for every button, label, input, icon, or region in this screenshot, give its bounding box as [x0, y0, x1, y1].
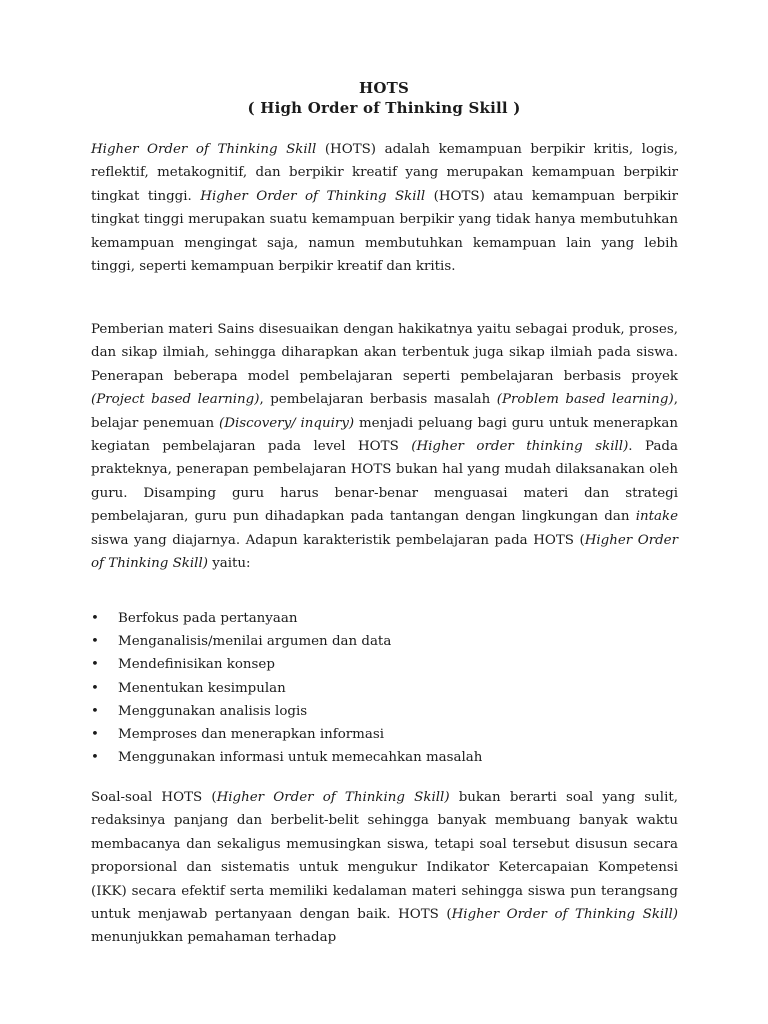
- text-run: menunjukkan pemahaman terhadap: [91, 930, 337, 946]
- italic-text-run: (Problem based learning): [496, 392, 674, 408]
- text-run: . Pada prakteknya, penerapan pembelajaran HOTS bukan hal yang mudah dilaksanakan oleh guru. Disamping guru harus benar-benar menguasai materi dan strategi pembelajaran, guru pun dihadapkan pada tantangan dengan lingkungan dan: [91, 439, 678, 525]
- text-run: menjadi peluang bagi guru untuk menerapkan kegiatan pembelajaran pada level HOTS: [91, 415, 678, 455]
- bullet-icon: •: [91, 703, 99, 719]
- italic-text-run: Higher Order of Thinking Skill: [91, 142, 317, 157]
- title-block: [0, 78, 768, 118]
- list-item: [91, 607, 678, 630]
- list-item-text: Memproses dan menerapkan informasi: [118, 727, 384, 743]
- list-item-text: Menganalisis/menilai argumen dan data: [118, 634, 392, 650]
- text-run: bukan berarti soal yang sulit, redaksinya panjang dan berbelit-belit sehingga banyak membuang banyak waktu membacanya dan sekaligus memusingkan siswa, tetapi soal tersebut disusun secara proporsional dan sistematis untuk mengukur Indikator Ketercapaian Kompetensi (IKK) secara efektif serta memiliki kedalaman materi sehingga siswa pun terangsang untuk menjawab pertanyaan dengan baik. HOTS (: [91, 790, 678, 923]
- list-item-text: Menggunakan analisis logis: [118, 703, 308, 719]
- bullet-icon: •: [91, 634, 99, 650]
- text-run: Soal-soal HOTS (: [91, 790, 217, 805]
- italic-text-run: (Higher order thinking skill): [411, 439, 629, 455]
- italic-text-run: Higher Order of Thinking Skill): [216, 790, 450, 805]
- paragraph-hots-questions: [91, 786, 678, 950]
- italic-text-run: Higher Order of Thinking Skill): [91, 532, 678, 572]
- text-run: siswa yang diajarnya. Adapun karakteristik pembelajaran pada HOTS (: [91, 532, 585, 548]
- bullet-icon: •: [91, 750, 99, 766]
- list-item: [91, 653, 678, 676]
- italic-text-run: Higher Order of Thinking Skill): [451, 907, 679, 923]
- bullet-icon: •: [91, 727, 99, 743]
- text-run: (HOTS) atau kemampuan berpikir tingkat tinggi merupakan suatu kemampuan berpikir yang tidak hanya membutuhkan kemampuan mengingat saja, namun membutuhkan kemampuan lain yang lebih tinggi, seperti kemampuan berpikir kreatif dan kritis.: [91, 188, 678, 275]
- list-item: [91, 746, 678, 769]
- list-item: [91, 723, 678, 746]
- text-run: yaitu:: [207, 556, 251, 572]
- list-item-text: Menentukan kesimpulan: [118, 680, 286, 696]
- characteristics-list: [91, 607, 678, 769]
- document-subtitle: ( High Order of Thinking Skill ): [247, 99, 521, 117]
- italic-text-run: intake: [635, 509, 678, 525]
- italic-text-run: (Discovery/ inquiry): [219, 415, 355, 431]
- bullet-icon: •: [91, 657, 99, 673]
- text-run: , belajar penemuan: [91, 392, 678, 431]
- list-item: [91, 677, 678, 700]
- bullet-icon: •: [91, 680, 99, 696]
- text-run: (HOTS) adalah kemampuan berpikir kritis, logis, reflektif, metakognitif, dan berpikir kreatif yang merupakan kemampuan berpikir tingkat tinggi.: [91, 142, 678, 204]
- list-item: [91, 700, 678, 723]
- italic-text-run: (Project based learning): [91, 392, 260, 408]
- text-run: , pembelajaran berbasis masalah: [259, 392, 497, 408]
- italic-text-run: Higher Order of Thinking Skill: [200, 188, 426, 204]
- document-title: HOTS: [358, 79, 410, 97]
- paragraph-definition: [91, 138, 678, 278]
- list-item: [91, 630, 678, 653]
- list-item-text: Berfokus pada pertanyaan: [118, 611, 298, 626]
- text-run: Pemberian materi Sains disesuaikan dengan hakikatnya yaitu sebagai produk, proses, dan sikap ilmiah, sehingga diharapkan akan terbentuk juga sikap ilmiah pada siswa. Penerapan beberapa model pembelajaran seperti pembelajaran berbasis proyek: [91, 322, 678, 384]
- bullet-icon: •: [91, 611, 99, 626]
- list-item-text: Mendefinisikan konsep: [118, 657, 275, 673]
- paragraph-learning-models: [91, 318, 678, 575]
- list-item-text: Menggunakan informasi untuk memecahkan masalah: [118, 750, 483, 766]
